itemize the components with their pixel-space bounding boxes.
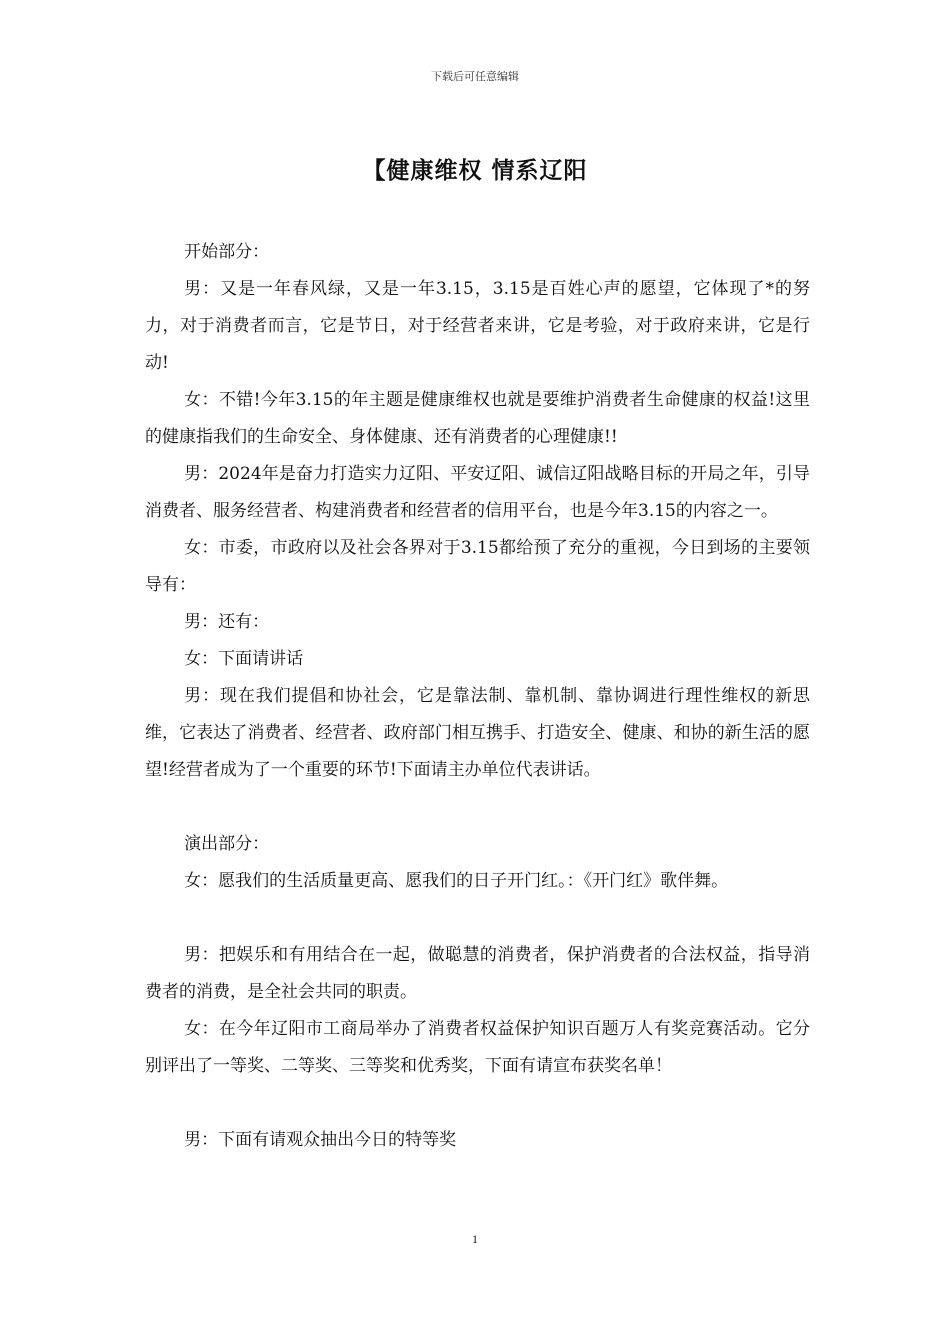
page-number: 1: [472, 1232, 478, 1246]
document-body: [145, 234, 810, 1159]
paragraph-male-3: 男：还有：: [184, 612, 270, 632]
paragraph-male-1: 男：又是一年春风绿，又是一年3.15，3.15是百姓心声的愿望，它体现了*的努力，对于消费者而言，它是节日，对于经营者来讲，它是考验，对于政府来讲，它是行动!: [145, 279, 810, 373]
page-header: 下载后可任意编辑: [431, 70, 519, 83]
paragraph-female-5: 女：在今年辽阳市工商局举办了消费者权益保护知识百题万人有奖竞赛活动。它分别评出了一等奖、二等奖、三等奖和优秀奖，下面有请宣布获奖名单！: [145, 1019, 810, 1076]
paragraph-female-1: 女：不错!今年3.15的年主题是健康维权也就是要维护消费者生命健康的权益!这里的健康指我们的生命安全、身体健康、还有消费者的心理健康!!: [145, 390, 810, 447]
paragraph-male-6: 男：下面有请观众抽出今日的特等奖: [184, 1130, 457, 1150]
paragraph-male-5: 男：把娱乐和有用结合在一起，做聪慧的消费者，保护消费者的合法权益，指导消费者的消费，是全社会共同的职责。: [145, 945, 810, 1002]
paragraph-opening-section: 开始部分：: [184, 242, 270, 262]
paragraph-female-3: 女：下面请讲话: [184, 649, 304, 669]
paragraph-male-4: 男：现在我们提倡和协社会，它是靠法制、靠机制、靠协调进行理性维权的新思维，它表达了消费者、经营者、政府部门相互携手、打造安全、健康、和协的新生活的愿望!经营者成为了一个重要的环节!下面请主办单位代表讲话。: [145, 686, 810, 780]
paragraph-female-2: 女：市委，市政府以及社会各界对于3.15都给预了充分的重视，今日到场的主要领导有：: [145, 538, 810, 595]
paragraph-male-2: 男：2024年是奋力打造实力辽阳、平安辽阳、诚信辽阳战略目标的开局之年，引导消费者、服务经营者、构建消费者和经营者的信用平台，也是今年3.15的内容之一。: [145, 464, 810, 521]
paragraph-performance-section: 演出部分：: [184, 834, 270, 854]
document-title: 【健康维权 情系辽阳: [362, 158, 588, 184]
paragraph-female-4: 女：愿我们的生活质量更高、愿我们的日子开门红。：《开门红》歌伴舞。: [184, 871, 729, 891]
